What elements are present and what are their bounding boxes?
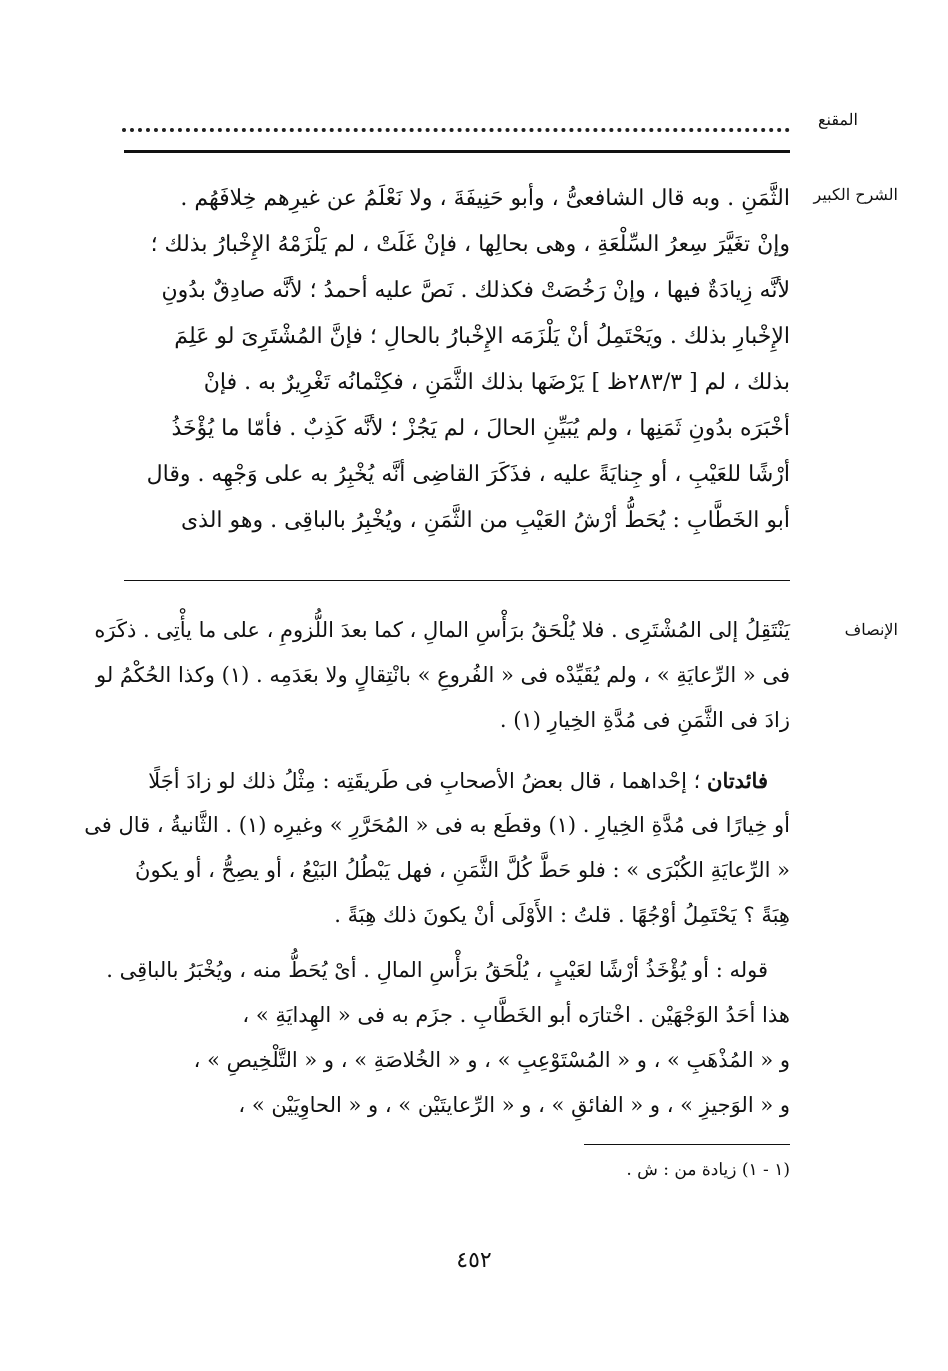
text-line: أبو الخَطَّابِ : يُحَطُّ أرْشُ العَيْبِ من الثَّمَنِ ، ويُخْبِرُ بالباقِى . وهو الذى	[180, 508, 790, 533]
text-line: قوله : أو يُؤْخَذُ أرْشًا لعَيْبٍ ، يُلْحَقُ برَأْسِ المالِ . أىْ يُحَطُّ منه ، ويُخْبَرُ بالباقِى .	[106, 958, 768, 982]
footnote: (١ - ١) زيادة من : ش .	[626, 1160, 790, 1180]
header-dotted-leader	[122, 108, 790, 132]
insaf-para-1	[94, 608, 790, 743]
text-line: زادَ فى الثَّمَنِ فى مُدَّةِ الخِيارِ (١) .	[499, 708, 790, 732]
text-line: هِبَةً ؟ يَحْتَمِلُ أوْجُهًا . قلتُ : الأَوْلَى أنْ يكونَ ذلك هِبَةً .	[334, 903, 790, 927]
text-line: أخْبَرَه بدُونِ ثَمَنِها ، ولم يُبَيِّنِ الحالَ ، لم يَجُزْ ؛ لأنَّه كَذِبٌ . فأمّا ما يُؤْخَذُ	[171, 416, 790, 441]
faidatan-heading: فائدتان	[707, 768, 768, 793]
text-line: الإِخْبارِ بذلك . ويَحْتَمِلُ أنْ يَلْزَمَه الإِخْبارُ بالحالِ ؛ فإنَّ المُشْتَرِىَ لو عَلِمَ	[174, 324, 790, 349]
footnote-rule	[584, 1144, 790, 1145]
header-rule	[124, 150, 790, 153]
text-line: هذا أحَدُ الوَجْهَيْن . اخْتارَه أبو الخَطَّابِ . جزَم به فى « الهِدايَةِ » ،	[242, 1003, 790, 1027]
text-line: بذلك ، لم [ ٢٨٣/٣ظ ] يَرْضَها بذلك الثَّمَنِ ، فكِتْمانُه تَغْرِيرٌ به . فإنْ	[203, 370, 790, 395]
text-line	[124, 758, 790, 803]
running-head: المقنع	[817, 110, 858, 129]
text-line: أرْشًا للعَيْبِ ، أو جِنايَةً عليه ، فذَكَرَ القاضِى أنَّه يُخْبِرُ به على وَجْهِه . وقال	[146, 462, 790, 487]
text-line: فى « الرِّعايَةِ » ، ولم يُقَيِّدْه فى « الفُروعِ » بانْتِقالٍ ولا بعَدَمِه . (١) وكذا الحُكْمُ لو	[95, 663, 790, 687]
sharh-text-block	[124, 176, 790, 544]
text-span: ؛ إحْداهما ، قال بعضُ الأصحابِ فى طَريقَتِه : مِثْلُ ذلك لو زادَ أجَلًا	[148, 769, 701, 793]
page-number: ٤٥٢	[456, 1248, 492, 1273]
section-divider	[124, 580, 790, 581]
text-line: و « المُذْهَبِ » ، و « المُسْتَوْعِبِ » ، و « الخُلاصَةِ » ، و « التَّلْخِيصِ » ،	[193, 1048, 790, 1072]
insaf-para-2	[84, 758, 790, 938]
text-line: يَنْتَقِلُ إلى المُشْتَرِى . فلا يُلْحَقُ برَأْسِ المالِ ، كما بعدَ اللُّزومِ ، على ما يأْتِى . ذكَرَه	[94, 618, 790, 642]
text-line: وإنْ تغَيَّرَ سِعرُ السِّلْعَةِ ، وهى بحالِها ، فإنْ غَلَتْ ، لم يَلْزَمْهُ الإِخْبارُ بذلك ؛	[150, 232, 790, 257]
text-line: و « الوَجيزِ » ، و « الفائقِ » ، و « الرِّعايتَيْن » ، و « الحاوِيَيْن » ،	[238, 1093, 790, 1117]
text-line: لأنَّه زِيادَةٌ فيها ، وإنْ رَخُصَتْ فكذلك . نَصَّ عليه أحمدُ ؛ لأنَّه صادِقٌ بدُونِ	[161, 278, 790, 303]
section-label-insaf: الإنصاف	[844, 620, 898, 639]
text-line: أو خِيارًا فى مُدَّةِ الخِيارِ . (١) وقطَع به فى « المُحَرَّرِ » وغيرِه (١) . الثَّانيةُ ، قال فى	[84, 813, 790, 837]
text-line: الثَّمَنِ . وبه قال الشافعىُّ ، وأبو حَنِيفَةَ ، ولا نَعْلَمُ عن غيرِهم خِلافَهُم .	[180, 186, 790, 211]
section-label-sharh: الشرح الكبير	[813, 185, 898, 204]
text-line: « الرِّعايَةِ الكُبْرَى » : فلو حَطَّ كُلَّ الثَّمَنِ ، فهل يَبْطُلُ البَيْعُ ، أو يصِحُّ ، أو يكونُ	[135, 858, 790, 882]
insaf-para-3	[106, 948, 790, 1128]
